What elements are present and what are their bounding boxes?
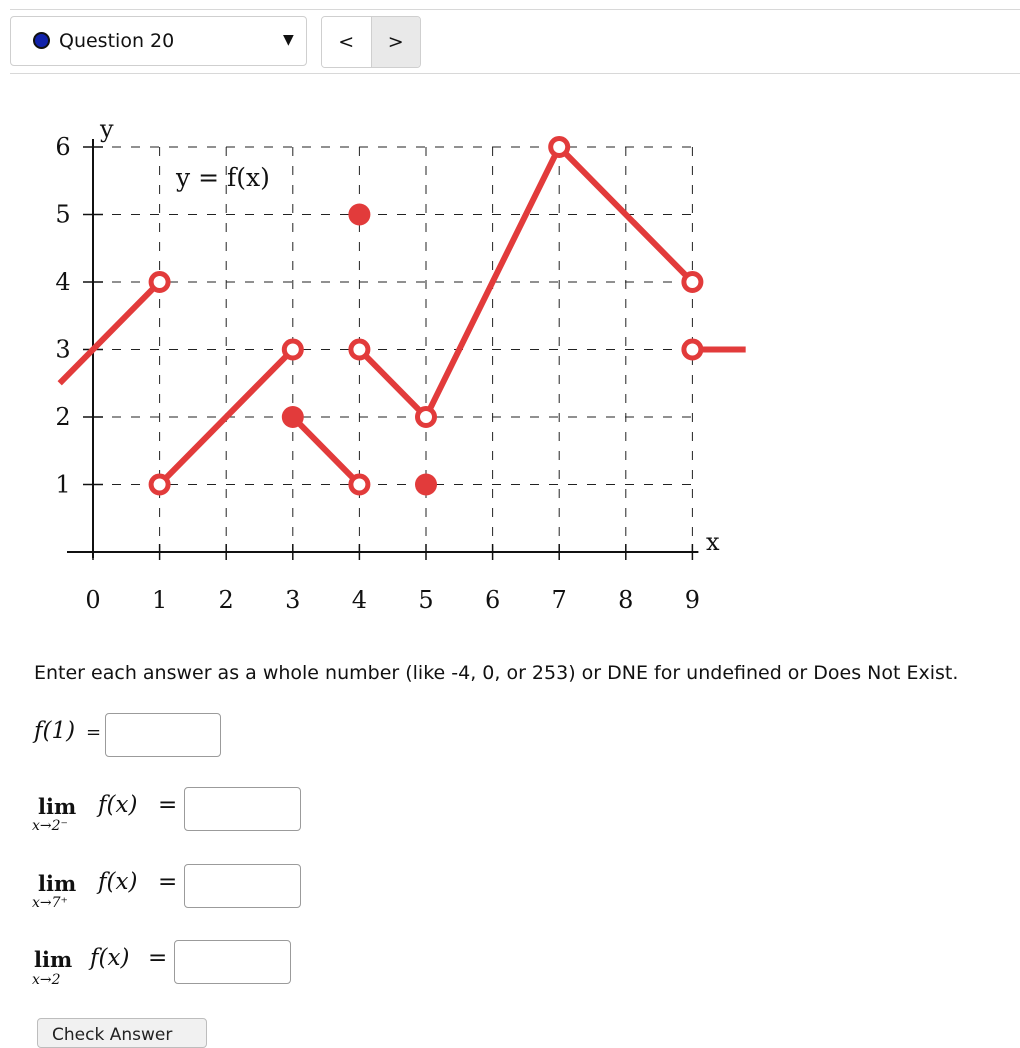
question-select[interactable] [10,16,307,66]
x-tick-label-7: 7 [551,586,567,614]
chart-title: y = f(x) [176,163,270,192]
curve-seg-3 [293,417,360,485]
previous-question-button[interactable]: < [322,17,372,67]
check-answer-button[interactable]: Check Answer [37,1018,207,1048]
y-axis-label: y [100,115,114,143]
y-tick-label-2: 2 [55,403,71,431]
y-tick-label-5: 5 [55,200,71,229]
f1-answer-input[interactable] [105,713,221,757]
limit-7-right-subscript: x→7⁺ [32,895,68,911]
open-point-3-3 [284,341,301,358]
tick-labels [55,133,700,614]
limit-2-left-lim: lim [38,794,77,819]
limit-2-left-equals: = [158,792,178,818]
open-point-1-1 [151,476,168,493]
closed-point-3-2 [282,406,304,428]
y-tick-label-6: 6 [55,133,71,161]
curve-seg-1 [60,282,160,383]
y-tick-label-1: 1 [55,470,71,499]
open-point-7-6 [551,139,568,156]
x-tick-label-6: 6 [484,586,501,614]
header-divider [10,73,1020,74]
open-point-4-1 [351,476,368,493]
open-point-9-3 [684,341,701,358]
function-curve [60,147,746,485]
y-tick-label-3: 3 [55,335,71,364]
x-tick-label-0: 0 [85,586,101,614]
limit-2-fx: f(x) [90,945,130,971]
open-point-5-2 [418,409,435,426]
limit-7-right-fx: f(x) [98,869,138,895]
limit-2-subscript: x→2 [32,972,61,988]
x-tick-label-9: 9 [684,586,701,614]
question-nav [321,16,421,68]
f1-equals: = [86,722,102,743]
x-tick-label-5: 5 [418,586,434,614]
question-status-dot-icon [33,32,50,49]
closed-point-5-1 [415,474,437,496]
open-point-4-3 [351,341,368,358]
f1-label: f(1) [34,718,76,744]
x-tick-label-3: 3 [285,586,301,614]
closed-point-4-5 [348,204,370,226]
function-graph [0,100,800,620]
open-point-1-4 [151,274,168,291]
x-tick-label-1: 1 [151,586,168,614]
open-point-9-4 [684,274,701,291]
top-divider [10,9,1020,10]
caret-down-icon: ▼ [283,32,294,48]
question-label: Question 20 [59,30,175,52]
instructions: Enter each answer as a whole number (like -4, 0, or 253) or DNE for undefined or Does Not Exist. [34,662,959,684]
x-tick-label-4: 4 [351,586,368,614]
limit-2-equals: = [148,945,168,971]
limit-2-lim: lim [34,947,73,972]
limit-2-answer-input[interactable] [174,940,291,984]
y-tick-label-4: 4 [55,268,71,296]
x-tick-label-8: 8 [618,586,634,614]
next-question-button[interactable]: > [372,17,421,67]
x-axis-label: x [706,528,720,556]
limit-2-left-subscript: x→2⁻ [32,818,68,834]
limit-7-right-answer-input[interactable] [184,864,301,908]
limit-2-left-answer-input[interactable] [184,787,301,831]
x-tick-label-2: 2 [218,586,234,614]
limit-7-right-lim: lim [38,871,77,896]
limit-7-right-equals: = [158,869,178,895]
grid-lines [93,147,692,552]
limit-2-left-fx: f(x) [98,792,138,818]
curve-seg-4 [359,350,426,418]
